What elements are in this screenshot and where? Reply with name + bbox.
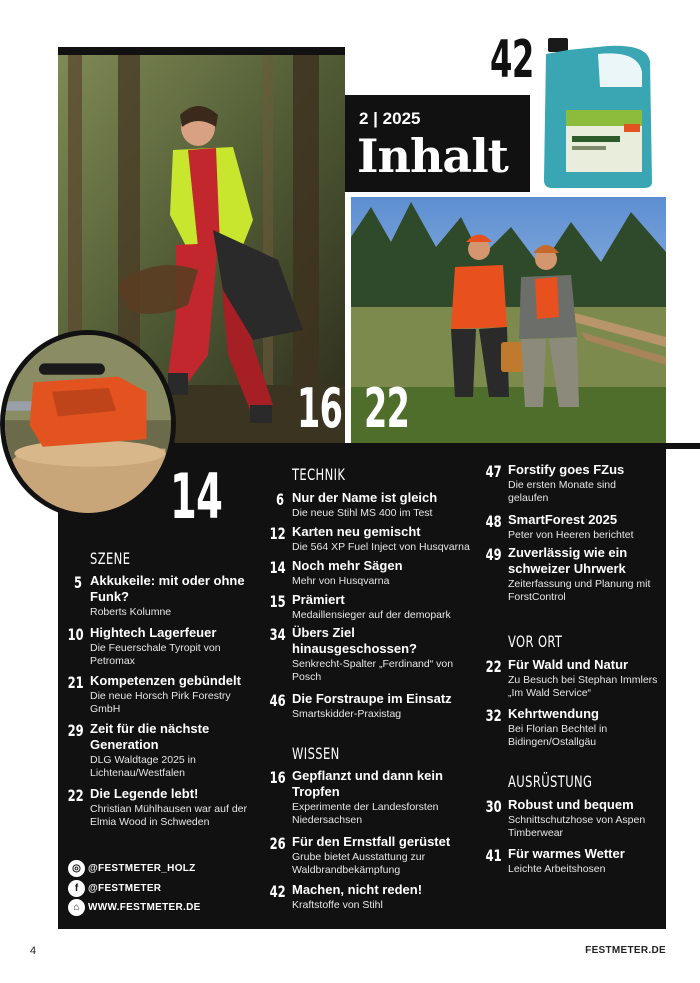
entry-headline: Für den Ernstfall gerüstet xyxy=(292,834,451,849)
section-ausruestung: AUSRÜSTUNG xyxy=(508,772,593,791)
entry-page: 10 xyxy=(67,625,84,644)
facebook-icon: f xyxy=(68,880,85,897)
social-label: WWW.FESTMETER.DE xyxy=(88,901,201,913)
page-title: Inhalt xyxy=(357,129,508,183)
entry-headline: Kehrtwendung xyxy=(508,706,599,721)
entry-headline: Akkukeile: mit oder ohne Funk? xyxy=(90,573,245,604)
entry-headline: Für Wald und Natur xyxy=(508,657,629,672)
entry-subtitle: Senkrecht-Spalter „Ferdinand“ von Posch xyxy=(292,658,454,683)
entry-subtitle: Christian Mühlhausen war auf der Elmia Wood in Schweden xyxy=(90,803,247,828)
entry-headline: Nur der Name ist gleich xyxy=(292,490,438,505)
entry-headline: Forstify goes FZus xyxy=(508,462,625,477)
page-number: 4 xyxy=(30,945,37,957)
social-label: @FESTMETER xyxy=(88,882,162,894)
entry-subtitle: Die neue Stihl MS 400 im Test xyxy=(292,507,433,519)
entry-headline: Die Forstraupe im Einsatz xyxy=(292,691,452,706)
entry-page: 41 xyxy=(485,846,502,865)
entry-subtitle: DLG Waldtage 2025 in Lichtenau/Westfalen xyxy=(90,754,196,779)
entry-subtitle: Smartskidder-Praxistag xyxy=(292,708,402,720)
entry-headline: Karten neu gemischt xyxy=(292,524,421,539)
home-icon: ⌂ xyxy=(68,899,85,916)
entry-page: 48 xyxy=(485,512,502,531)
footer-site[interactable]: FESTMETER.DE xyxy=(585,945,666,956)
entry-subtitle: Grube bietet Ausstattung zur Waldbrandbekämpfung xyxy=(292,851,426,876)
entry-page: 15 xyxy=(269,592,286,611)
entry-headline: Zuverlässig wie ein schweizer Uhrwerk xyxy=(508,545,628,576)
entry-headline: Gepflanzt und dann kein Tropfen xyxy=(292,768,443,799)
entry-headline: Hightech Lagerfeuer xyxy=(90,625,217,640)
entry-page: 16 xyxy=(269,768,286,787)
entry-headline: Für warmes Wetter xyxy=(508,846,625,861)
entry-page: 6 xyxy=(275,490,284,509)
section-vor-ort: VOR ORT xyxy=(508,632,563,651)
section-wissen: WISSEN xyxy=(292,744,340,763)
chainsaw-photo xyxy=(0,330,176,518)
top-bar xyxy=(58,47,345,55)
entry-subtitle: Die ersten Monate sind gelaufen xyxy=(508,479,616,504)
issue-label: 2 | 2025 xyxy=(359,109,421,128)
title-box xyxy=(345,95,530,192)
entry-subtitle: Peter von Heeren berichtet xyxy=(508,529,634,541)
entry-page: 22 xyxy=(485,657,502,676)
entry-page: 22 xyxy=(67,786,84,805)
right-rule xyxy=(666,443,700,449)
entry-subtitle: Zeiterfassung und Planung mit ForstControl xyxy=(508,578,651,603)
social-facebook[interactable] xyxy=(68,879,161,897)
entry-subtitle: Roberts Kolumne xyxy=(90,606,172,618)
social-website[interactable] xyxy=(68,898,201,916)
entry-page: 30 xyxy=(485,797,502,816)
entry-page: 42 xyxy=(269,882,286,901)
entry-headline: Kompetenzen gebündelt xyxy=(90,673,241,688)
entry-page: 49 xyxy=(485,545,502,564)
entry-page: 29 xyxy=(67,721,84,740)
entry-page: 12 xyxy=(269,524,286,543)
feature-page-42[interactable]: 42 xyxy=(490,30,534,90)
entry-page: 47 xyxy=(485,462,502,481)
instagram-icon: ◎ xyxy=(68,860,85,877)
entry-subtitle: Leichte Arbeitshosen xyxy=(508,863,606,875)
entry-headline: Übers Ziel hinausgeschossen? xyxy=(292,625,417,656)
entry-headline: SmartForest 2025 xyxy=(508,512,618,527)
entry-page: 5 xyxy=(73,573,82,592)
entry-subtitle: Experimente der Landesforsten Niedersachsen xyxy=(292,801,439,826)
entry-headline: Die Legende lebt! xyxy=(90,786,199,801)
entry-subtitle: Medaillensieger auf der demopark xyxy=(292,609,451,621)
entry-subtitle: Die 564 XP Fuel Inject von Husqvarna xyxy=(292,541,470,553)
entry-subtitle: Bei Florian Bechtel in Bidingen/Ostallgäu xyxy=(508,723,608,748)
feature-page-22[interactable]: 22 xyxy=(364,377,410,440)
entry-page: 34 xyxy=(269,625,286,644)
fuel-canister-photo xyxy=(538,32,658,192)
section-technik: TECHNIK xyxy=(292,465,346,484)
entry-subtitle: Die Feuerschale Tyropit von Petromax xyxy=(90,642,221,667)
entry-headline: Zeit für die nächste Generation xyxy=(90,721,210,752)
entry-page: 32 xyxy=(485,706,502,725)
social-label: @FESTMETER_HOLZ xyxy=(88,862,196,874)
entry-page: 14 xyxy=(269,558,286,577)
entry-headline: Noch mehr Sägen xyxy=(292,558,403,573)
feature-page-14[interactable]: 14 xyxy=(170,460,223,533)
entry-subtitle: Zu Besuch bei Stephan Immlers „Im Wald Service“ xyxy=(508,674,658,699)
entry-page: 46 xyxy=(269,691,286,710)
feature-page-16[interactable]: 16 xyxy=(297,377,343,440)
entry-headline: Robust und bequem xyxy=(508,797,634,812)
entry-subtitle: Die neue Horsch Pirk Forestry GmbH xyxy=(90,690,231,715)
entry-subtitle: Kraftstoffe von Stihl xyxy=(292,899,383,911)
entry-page: 21 xyxy=(67,673,84,692)
entry-headline: Prämiert xyxy=(292,592,345,607)
entry-subtitle: Mehr von Husqvarna xyxy=(292,575,390,587)
entry-headline: Machen, nicht reden! xyxy=(292,882,423,897)
entry-page: 26 xyxy=(269,834,286,853)
section-szene: SZENE xyxy=(90,549,131,568)
entry-subtitle: Schnittschutzhose von Aspen Timberwear xyxy=(508,814,646,839)
social-instagram[interactable] xyxy=(68,859,196,877)
